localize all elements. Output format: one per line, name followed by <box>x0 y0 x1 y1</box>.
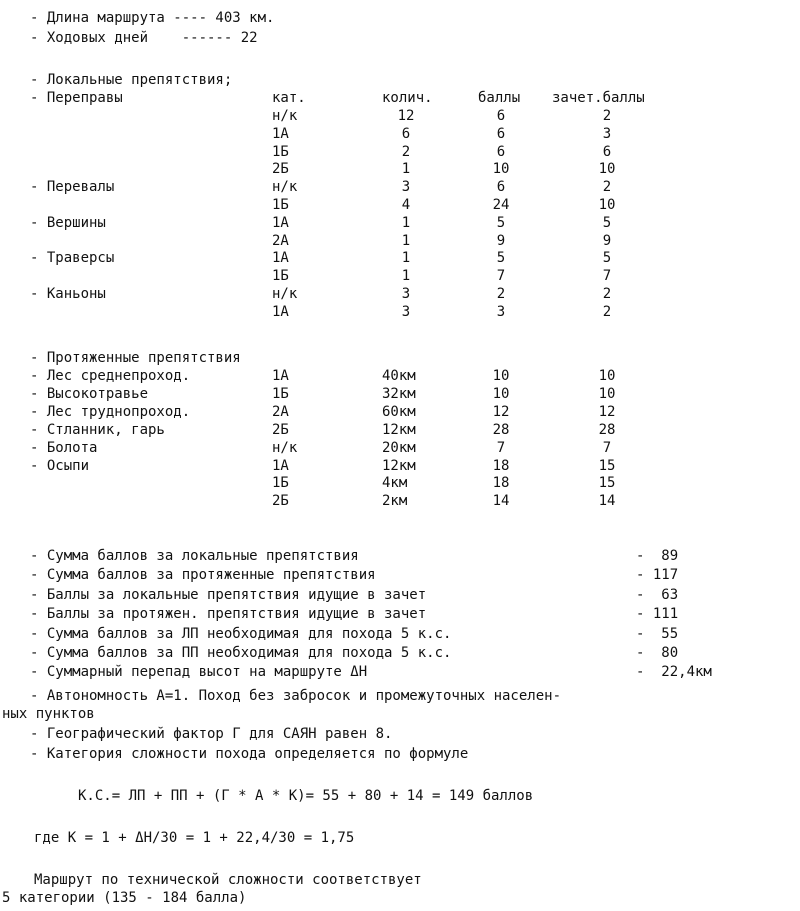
extended-row-cat: 2Б <box>272 493 289 510</box>
total-value: - 89 <box>636 548 679 564</box>
coefficient-k: где К = 1 + ΔН/30 = 1 + 22,4/30 = 1,75 <box>34 830 355 846</box>
local-row-cat: 1Б <box>272 268 289 285</box>
autonomy-line-1: - Автономность А=1. Поход без забросок и промежуточных населен- <box>30 688 562 704</box>
local-row-pts: 2 <box>496 286 506 302</box>
local-row-pts: 3 <box>496 303 506 320</box>
local-row-cred: 10 <box>598 197 616 213</box>
extended-row-cred: 15 <box>598 475 616 492</box>
total-label: - Сумма баллов за ПП необходимая для похода 5 к.с. <box>30 645 452 661</box>
extended-row-cred: 7 <box>602 439 612 456</box>
total-value: - 55 <box>636 625 679 642</box>
local-row-qty: 4 <box>401 197 411 213</box>
extended-row-cred: 10 <box>598 368 616 384</box>
local-row-cred: 9 <box>602 232 612 249</box>
local-row-cat: н/к <box>272 179 298 196</box>
local-row-cred: 5 <box>602 214 612 231</box>
total-value: - 63 <box>636 586 679 603</box>
local-row-pts: 24 <box>492 197 510 213</box>
local-header-cred: зачет.баллы <box>552 90 645 106</box>
conclusion-line-1: Маршрут по технической сложности соответствует <box>34 872 422 888</box>
extended-row-cred: 28 <box>598 421 616 438</box>
extended-row-len: 32км <box>382 385 416 402</box>
local-header-qty: колич. <box>382 90 433 106</box>
local-row-cat: 2Б <box>272 161 289 178</box>
extended-row-pts: 10 <box>492 368 510 384</box>
local-row-cred: 10 <box>598 161 616 178</box>
local-row-qty: 3 <box>401 286 411 302</box>
local-row-cat: 1А <box>272 214 289 231</box>
local-header-cat: кат. <box>272 90 306 106</box>
extended-row-pts: 18 <box>492 475 510 492</box>
local-row-cred: 7 <box>602 268 612 285</box>
extended-row-cred: 15 <box>598 457 616 474</box>
local-row-name: - Перевалы <box>30 179 115 196</box>
extended-row-name: - Болота <box>30 439 98 456</box>
walking-days: - Ходовых дней ------ 22 <box>30 30 258 46</box>
total-value: - 117 <box>636 567 679 584</box>
extended-row-pts: 28 <box>492 421 510 438</box>
extended-row-len: 40км <box>382 368 416 384</box>
extended-row-len: 20км <box>382 439 416 456</box>
extended-row-pts: 10 <box>492 385 510 402</box>
extended-row-pts: 12 <box>492 403 510 420</box>
local-row-qty: 1 <box>401 214 411 231</box>
local-row-pts: 5 <box>496 250 506 267</box>
extended-row-name: - Лес труднопроход. <box>30 403 191 420</box>
local-row-name: - Траверсы <box>30 250 115 267</box>
extended-row-name: - Осыпи <box>30 457 90 474</box>
extended-row-name: - Лес среднепроход. <box>30 368 191 384</box>
local-row-cred: 6 <box>602 143 612 160</box>
local-row-qty: 3 <box>401 179 411 196</box>
total-label: - Баллы за локальные препятствия идущие в зачет <box>30 586 427 603</box>
local-row-qty: 2 <box>401 143 411 160</box>
local-row-pts: 6 <box>496 179 506 196</box>
route-length: - Длина маршрута ---- 403 км. <box>30 10 275 26</box>
local-header-name: - Переправы <box>30 90 123 106</box>
local-row-qty: 1 <box>401 161 411 178</box>
extended-row-cred: 10 <box>598 385 616 402</box>
local-row-cat: н/к <box>272 108 298 124</box>
extended-row-cred: 14 <box>598 493 616 510</box>
extended-row-cred: 12 <box>598 403 616 420</box>
local-row-cred: 2 <box>602 303 612 320</box>
extended-row-pts: 7 <box>496 439 506 456</box>
local-row-cred: 2 <box>602 108 612 124</box>
extended-row-len: 12км <box>382 457 416 474</box>
extended-row-name: - Высокотравье <box>30 385 149 402</box>
local-row-cat: 1А <box>272 303 289 320</box>
local-row-qty: 1 <box>401 232 411 249</box>
extended-row-len: 4км <box>382 475 408 492</box>
local-row-pts: 5 <box>496 214 506 231</box>
local-row-cat: н/к <box>272 286 298 302</box>
extended-row-cat: 2Б <box>272 421 289 438</box>
local-row-qty: 6 <box>401 125 411 142</box>
extended-row-name: - Стланник, гарь <box>30 421 165 438</box>
local-row-qty: 1 <box>401 268 411 285</box>
extended-row-cat: н/к <box>272 439 298 456</box>
local-row-cat: 1А <box>272 125 289 142</box>
local-row-pts: 9 <box>496 232 506 249</box>
total-label: - Сумма баллов за ЛП необходимая для похода 5 к.с. <box>30 625 452 642</box>
extended-row-pts: 14 <box>492 493 510 510</box>
local-row-pts: 10 <box>492 161 510 178</box>
local-row-name: - Каньоны <box>30 286 106 302</box>
local-row-cred: 3 <box>602 125 612 142</box>
local-row-qty: 1 <box>401 250 411 267</box>
local-row-cat: 1Б <box>272 197 289 213</box>
local-row-cat: 2А <box>272 232 289 249</box>
total-label: - Сумма баллов за протяженные препятствия <box>30 567 376 584</box>
formula: К.С.= ЛП + ПП + (Г * А * К)= 55 + 80 + 14 = 149 баллов <box>78 788 534 804</box>
extended-obstacles-title: - Протяженные препятствия <box>30 350 241 366</box>
extended-row-cat: 2А <box>272 403 289 420</box>
extended-row-len: 2км <box>382 493 408 510</box>
local-row-cat: 1А <box>272 250 289 267</box>
extended-row-cat: 1Б <box>272 385 289 402</box>
local-row-pts: 6 <box>496 143 506 160</box>
local-row-pts: 6 <box>496 108 506 124</box>
geo-factor: - Географический фактор Г для САЯН равен 8. <box>30 726 393 742</box>
autonomy-line-2: ных пунктов <box>2 706 95 722</box>
local-header-pts: баллы <box>478 90 521 106</box>
local-row-qty: 3 <box>401 303 411 320</box>
local-row-pts: 7 <box>496 268 506 285</box>
local-row-cred: 2 <box>602 179 612 196</box>
extended-row-cat: 1А <box>272 368 289 384</box>
extended-row-len: 12км <box>382 421 416 438</box>
local-obstacles-title: - Локальные препятствия; <box>30 72 233 88</box>
extended-row-len: 60км <box>382 403 416 420</box>
local-row-qty: 12 <box>397 108 415 124</box>
total-value: - 22,4км <box>636 664 712 681</box>
extended-row-cat: 1Б <box>272 475 289 492</box>
local-row-cat: 1Б <box>272 143 289 160</box>
extended-row-pts: 18 <box>492 457 510 474</box>
total-label: - Баллы за протяжен. препятствия идущие в зачет <box>30 606 427 623</box>
local-row-cred: 5 <box>602 250 612 267</box>
extended-row-cat: 1А <box>272 457 289 474</box>
local-row-cred: 2 <box>602 286 612 302</box>
total-value: - 111 <box>636 606 679 623</box>
local-row-pts: 6 <box>496 125 506 142</box>
total-label: - Сумма баллов за локальные препятствия <box>30 548 359 564</box>
conclusion-line-2: 5 категории (135 - 184 балла) <box>2 890 247 906</box>
local-row-name: - Вершины <box>30 214 106 231</box>
formula-intro: - Категория сложности похода определяется по формуле <box>30 746 469 762</box>
total-value: - 80 <box>636 645 679 661</box>
total-label: - Суммарный перепад высот на маршруте ΔН <box>30 664 368 681</box>
